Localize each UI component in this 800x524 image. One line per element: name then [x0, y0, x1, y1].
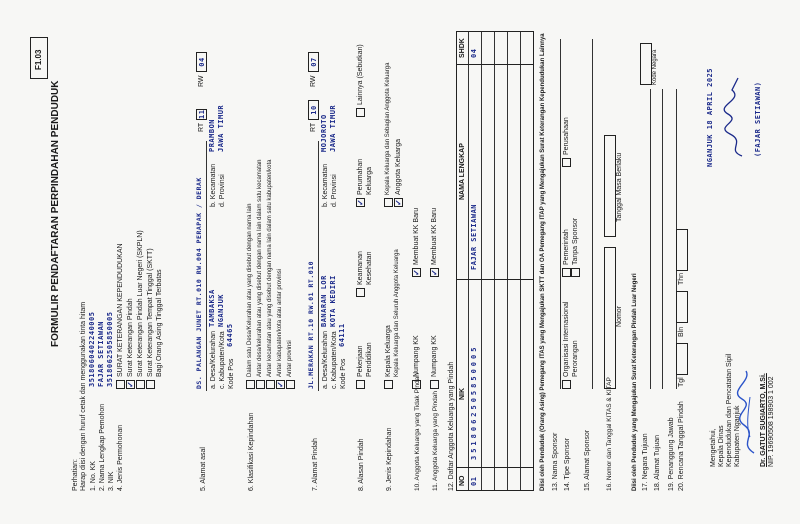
alasan-checkbox-0[interactable]	[356, 380, 365, 389]
alamat-pindah-rw-label: RW	[310, 75, 317, 87]
asal-prov-label: d. Provinsi	[219, 174, 226, 207]
jenis-option-2: Surat Keterangan Pindah Luar Negeri (SKPLN)	[137, 230, 144, 377]
itas-tanggal-label: Tanggal Masa Berlaku	[616, 152, 623, 222]
form-sheet	[20, 27, 780, 497]
alasan-label: 8. Alasan Pindah	[358, 438, 365, 491]
klasifikasi-option-0: Dalam satu Desa/Kelurahan atau yang disebut dengan nama lain	[247, 203, 253, 377]
alamat-asal-rw: 04	[196, 52, 207, 72]
asal-kodepos-value: 64465	[226, 323, 234, 347]
asal-kab-value: NGANJUK	[217, 293, 225, 327]
pindah-kec-label: b. Kecamatan	[322, 163, 329, 207]
alasan-option-6: Lainnya (Sebutkan)	[357, 44, 364, 105]
sponsor-opt5: Tanpa Sponsor	[572, 217, 579, 265]
sponsor-tipe-label: 14. Tipe Sponsor	[564, 438, 571, 491]
pindah-anggota-checkbox-0[interactable]	[430, 380, 439, 389]
kepindahan-option-0: Kepala Keluarga	[385, 325, 392, 377]
applicant-place-date: NGANJUK 18 APRIL 2025	[706, 67, 714, 167]
sponsor-opt3: Perusahaan	[563, 117, 570, 155]
itas-label: 16. Nomor dan Tanggal KITAS & KITAP	[606, 377, 613, 491]
pindah-kec-value: MOJOROTO	[320, 114, 328, 152]
sponsor-checkbox-1[interactable]	[562, 268, 571, 277]
official-kabupaten: Kabupaten Nganjuk	[734, 405, 741, 467]
pindah-anggota-label: 11. Anggota Keluarga yang Pindah	[432, 391, 439, 491]
tidak-pindah-opt1: Numpang KK	[413, 335, 420, 377]
alamat-pindah-rt-label: RT	[310, 122, 317, 132]
daftar-label: 12. Daftar Anggota Keluarga yang Pindah	[448, 361, 455, 491]
pindah-kodepos-label: Kode Pos	[340, 358, 347, 389]
pindah-kab-value: KOTA KEDIRI	[329, 275, 337, 327]
jenis-option-4: Bagi Orang Asing Tinggal Terbatas	[156, 269, 163, 377]
alamat-asal-value: DS. PALANGAN JUNET RT.010 RW.004 PERAPAK / DERAK	[195, 177, 203, 389]
sponsor-nama-label: 13. Nama Sponsor	[552, 432, 559, 491]
sponsor-opt2: Pemerintah	[563, 229, 570, 265]
asal-kodepos-label: Kode Pos	[228, 358, 235, 389]
nama-value: FAJAR SETIAWAN	[97, 320, 105, 387]
pindah-kodepos-value: 64111	[338, 323, 346, 347]
official-dinas: Kependudukan dan Pencatatan Sipil	[726, 353, 733, 467]
alamat-sponsor-label: 15. Alamat Sponsor	[584, 429, 591, 491]
col-nama: NAMA LENGKAP	[459, 143, 466, 200]
bln-box[interactable]	[676, 291, 688, 323]
sponsor-checkbox-0[interactable]	[562, 380, 571, 389]
daftar-table	[456, 31, 534, 491]
no-kk-label: 1. No. KK	[90, 461, 97, 491]
jenis-checkbox-2[interactable]	[136, 380, 145, 389]
jenis-kepindahan-label: 9. Jenis Kepindahan	[386, 427, 393, 491]
col-shdk: SHDK	[459, 38, 466, 58]
klasifikasi-option-2: Antar kecamatan atau yang disebut dengan nama lain dalam satu kabupaten/kota	[267, 159, 273, 377]
jenis-option-0: SURAT KETERANGAN KEPENDUDUKAN	[117, 243, 124, 377]
itas-tanggal-box[interactable]	[604, 135, 616, 237]
alamat-pindah-rt: 10	[308, 100, 319, 120]
jenis-option-1: Surat Keterangan Pindah	[127, 298, 134, 377]
kode-negara-label: Kode Negara	[652, 49, 658, 85]
alasan-checkbox-2[interactable]	[356, 288, 365, 297]
ln-heading: Diisi oleh Penduduk yang Mengajukan Surat Keterangan Pindah Luar Negeri	[632, 273, 638, 491]
row-0-nik: 3518062505850005	[470, 344, 478, 460]
perhatian-label: Perhatian:	[72, 459, 79, 491]
klasifikasi-option-4: Antar provinsi	[287, 340, 293, 377]
alamat-pindah-rw: 07	[308, 52, 319, 72]
itas-nomor-label: Nomor	[616, 305, 623, 327]
nama-label: 2. Nama Lengkap Pemohon	[99, 403, 106, 491]
kode-negara-box[interactable]	[640, 43, 652, 85]
applicant-signature	[720, 72, 750, 162]
sponsor-checkbox-2[interactable]	[562, 158, 571, 167]
asal-kab-label: c. Kabupaten/Kota	[219, 331, 226, 389]
klasifikasi-checkbox-4[interactable]	[286, 380, 295, 389]
asal-prov-value: JAWA TIMUR	[217, 104, 225, 152]
alamat-asal-rt-label: RT	[198, 122, 205, 132]
form-code-box	[30, 37, 48, 79]
jenis-checkbox-1[interactable]: ✓	[126, 381, 135, 388]
asal-desa-label: a. Desa/Kelurahan	[210, 331, 217, 389]
pindah-anggota-checkbox-1[interactable]: ✓	[430, 269, 439, 276]
jenis-option-3: Surat Keterangan Tempat Tinggal (SKTT)	[147, 248, 154, 377]
bln-label: Bln	[678, 326, 685, 337]
tgl-box[interactable]	[676, 343, 688, 375]
alamat-asal-rt: 11	[198, 109, 206, 119]
pindah-anggota-opt2: Membuat KK Baru	[431, 207, 438, 265]
row-0-shdk: 04	[470, 48, 478, 58]
kepindahan-checkbox-3[interactable]: ✓	[394, 199, 403, 206]
kepindahan-option-1: Kepala Keluarga dan Seluruh Anggota Keluarga	[394, 249, 400, 377]
sponsor-opt1: Organisasi Internasional	[563, 301, 570, 377]
col-nik: NIK	[459, 387, 466, 400]
pindah-anggota-opt1: Numpang KK	[431, 335, 438, 377]
alasan-option-0: Pekerjaan	[357, 345, 364, 377]
row-0-no: 01	[470, 476, 478, 486]
official-signature	[736, 367, 760, 457]
klasifikasi-checkbox-3[interactable]: ✓	[276, 381, 285, 388]
jenis-label: 4. Jenis Permohonan	[117, 424, 124, 491]
alasan-option-1: Pendidikan	[366, 342, 373, 377]
sponsor-checkbox-4[interactable]	[571, 268, 580, 277]
form-code: F1.03	[34, 49, 43, 70]
official-name: Dr. GATUT SUGIARTO, M.Si.	[760, 373, 767, 467]
alasan-option-4: Perumahan	[357, 158, 364, 195]
pindah-prov-label: d. Provinsi	[331, 174, 338, 207]
alamat-pindah-label: 7. Alamat Pindah	[312, 438, 319, 491]
sponsor-opt4: Perorangan	[572, 340, 579, 377]
klasifikasi-option-1: Antar desa/kelurahan atau yang disebut dengan nama lain dalam satu kecamatan	[257, 159, 263, 377]
asal-desa-value: TAMBAKSA	[208, 289, 216, 327]
thn-label: Thn	[678, 272, 685, 285]
alamat-tujuan-label: 18. Alamat Tujuan	[654, 434, 661, 491]
alamat-asal-rw-label: RW	[198, 75, 205, 87]
thn-box[interactable]	[676, 229, 688, 271]
klasifikasi-label: 6. Klasifikasi Kepindahan	[248, 412, 255, 491]
pln-heading: Diisi oleh Penduduk (Orang Asing) Pemegang ITAS yang Mengajukan SKTT dan OA Pemegang ITAP yang Mengajukan Surat Keterangan Kependudukan Lainnya	[540, 33, 546, 491]
penanggung-label: 19. Penanggung Jawab	[668, 417, 675, 491]
asal-kec-label: b. Kecamatan	[210, 163, 217, 207]
tidak-pindah-label: 10. Anggota Keluarga yang Tidak Pindah	[414, 373, 421, 491]
alamat-pindah-value: JL.MERAKAN RT.10 RW.01 RT.010	[307, 261, 315, 389]
pindah-desa-value: BANARAN LOR	[320, 275, 328, 327]
kepindahan-option-3: Anggota Keluarga	[395, 138, 402, 195]
alasan-option-3: Kesehatan	[366, 251, 373, 285]
itas-nomor-box[interactable]	[604, 247, 616, 389]
klasifikasi-checkbox-2[interactable]	[266, 380, 275, 389]
klasifikasi-option-3: Antar kabupaten/kota atau antar provinsi	[277, 268, 283, 377]
pindah-kab-label: c. Kabupaten/Kota	[331, 331, 338, 389]
pindah-desa-label: a. Desa/Kelurahan	[322, 331, 329, 389]
alasan-checkbox-4[interactable]: ✓	[356, 199, 365, 206]
klasifikasi-checkbox-0[interactable]	[246, 380, 255, 389]
col-no: NO	[459, 475, 466, 486]
applicant-name: (FAJAR SETIAWAN)	[754, 81, 762, 157]
official-nip: NIP. 19690508 198903 1 002	[768, 376, 775, 467]
tidak-pindah-opt2: Membuat KK Baru	[413, 207, 420, 265]
nik-label: 3. NIK	[108, 471, 115, 491]
negara-tujuan-label: 17. Negara Tujuan	[642, 433, 649, 491]
nik-value: 3518062505850005	[106, 311, 114, 387]
alasan-option-2: Keamanan	[357, 251, 364, 285]
klasifikasi-checkbox-1[interactable]	[256, 380, 265, 389]
tidak-pindah-checkbox-1[interactable]: ✓	[412, 269, 421, 276]
official-mengetahui: Mengetahui,	[710, 428, 717, 467]
jenis-checkbox-3[interactable]	[146, 380, 155, 389]
kepindahan-option-2: Kepala Keluarga dan Sebagian Anggota Keluarga	[385, 62, 391, 195]
no-kk-value: 3518060402240005	[88, 311, 96, 387]
row-0-nama: FAJAR SETIAWAN	[470, 203, 478, 270]
asal-kec-value: PRAMBON	[208, 118, 216, 152]
alamat-asal-label: 5. Alamat asal	[200, 447, 207, 491]
pindah-prov-value: JAWA TIMUR	[329, 104, 337, 152]
alasan-checkbox-6[interactable]	[356, 108, 365, 117]
form-title: FORMULIR PENDAFTARAN PERPINDAHAN PENDUDUK	[50, 80, 61, 347]
alasan-option-5: Keluarga	[366, 166, 373, 195]
tidak-pindah-checkbox-0[interactable]	[412, 380, 421, 389]
perhatian-note: Harap diisi dengan huruf cetak dan menggunakan tinta hitam	[80, 301, 87, 491]
official-kepala: Kepala Dinas	[718, 425, 725, 467]
kepindahan-checkbox-2[interactable]	[384, 198, 393, 207]
rencana-label: 20. Rencana Tanggal Pindah	[678, 401, 685, 491]
kepindahan-checkbox-0[interactable]	[384, 380, 393, 389]
tgl-label: Tgl	[678, 377, 685, 387]
jenis-checkbox-0[interactable]	[116, 380, 125, 389]
